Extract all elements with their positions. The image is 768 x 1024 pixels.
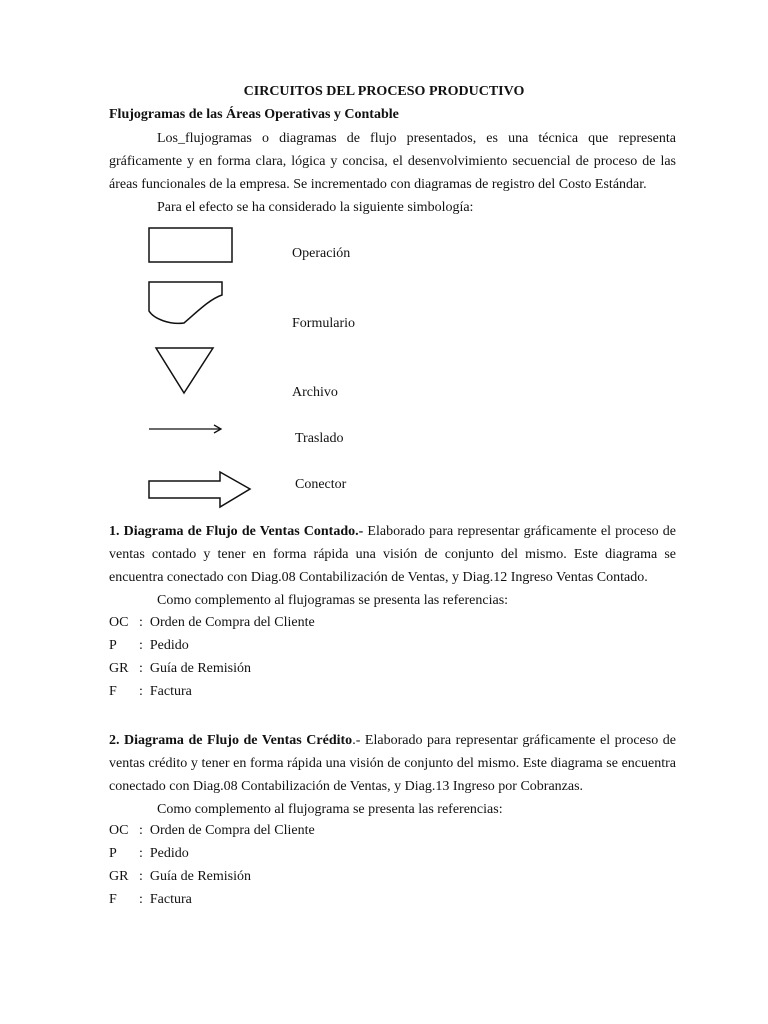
ref-code: F — [109, 892, 117, 907]
symbol-label-operacion: Operación — [292, 246, 351, 261]
ref-code: P — [109, 846, 117, 861]
section2-ref-oc — [109, 823, 315, 839]
section1-complement: Como complemento al flujogramas se presenta las referencias: — [157, 593, 509, 608]
section2-complement: Como complemento al flujograma se presenta las referencias: — [157, 802, 503, 817]
section2-ref-gr — [109, 869, 251, 885]
ref-code: F — [109, 684, 117, 699]
section1-paragraph — [109, 520, 676, 612]
section1-body — [109, 520, 676, 589]
page-title: CIRCUITOS DEL PROCESO PRODUCTIVO — [243, 84, 525, 99]
intro-text: Los_flujogramas o diagramas de flujo presentados, es una técnica que representa gráficamente y en forma clara, lógica y concisa, el desenvolvimiento secuencial de proceso de las áreas funcionales de la empresa. Se incrementado con diagramas de registro del Costo Estándar. — [109, 131, 676, 192]
ref-code: GR — [109, 661, 129, 676]
symbology-intro: Para el efecto se ha considerado la siguiente simbología: — [157, 200, 474, 215]
ref-desc: Pedido — [149, 638, 189, 653]
ref-desc: Orden de Compra del Cliente — [149, 615, 315, 630]
ref-sep: : — [139, 638, 143, 653]
section2-ref-p — [109, 846, 189, 862]
ref-desc: Guía de Remisión — [149, 661, 251, 676]
symbol-label-archivo: Archivo — [292, 385, 338, 400]
block-arrow-icon — [148, 471, 254, 509]
ref-sep: : — [139, 684, 143, 699]
ref-code: P — [109, 638, 117, 653]
arrow-icon — [148, 423, 226, 435]
section2-paragraph — [109, 729, 676, 821]
form-icon — [148, 281, 226, 329]
ref-desc: Factura — [149, 684, 192, 699]
ref-sep: : — [139, 615, 143, 630]
section2-ref-f — [109, 892, 192, 908]
section2-heading: 2. Diagrama de Flujo de Ventas Crédito — [109, 733, 353, 748]
rectangle-icon — [148, 227, 234, 265]
ref-desc: Guía de Remisión — [149, 869, 251, 884]
ref-sep: : — [139, 869, 143, 884]
section1-ref-oc — [109, 615, 315, 631]
ref-sep: : — [139, 823, 143, 838]
section1-ref-p — [109, 638, 189, 654]
section1-heading: 1. Diagrama de Flujo de Ventas Contado.- — [109, 524, 364, 539]
section2-body — [109, 729, 676, 798]
section1-text: Elaborado para representar gráficamente el proceso de ventas contado y tener en forma rápida una visión de conjunto del mismo. Este diagrama se encuentra conectado con Diag.08 Contabilización de Ventas, y Diag.12 Ingreso Ventas Contado. — [109, 524, 676, 585]
ref-desc: Factura — [149, 892, 192, 907]
section1-ref-gr — [109, 661, 251, 677]
symbol-label-conector: Conector — [295, 477, 347, 492]
ref-code: OC — [109, 615, 129, 630]
ref-sep: : — [139, 892, 143, 907]
ref-desc: Orden de Compra del Cliente — [149, 823, 315, 838]
symbol-label-traslado: Traslado — [295, 431, 344, 446]
triangle-icon — [155, 347, 217, 397]
symbol-label-formulario: Formulario — [292, 316, 355, 331]
ref-code: GR — [109, 869, 129, 884]
ref-sep: : — [139, 661, 143, 676]
page-subtitle: Flujogramas de las Áreas Operativas y Contable — [109, 107, 399, 122]
section1-ref-f — [109, 684, 192, 700]
ref-code: OC — [109, 823, 129, 838]
intro-paragraph — [109, 127, 676, 219]
section2-text: .- Elaborado para representar gráficamente el proceso de ventas crédito y tener en forma rápida una visión de conjunto del mismo. Este diagrama se encuentra conectado con Diag.08 Contabilización de Ventas, y Diag.13 Ingreso por Cobranzas. — [109, 733, 676, 794]
ref-desc: Pedido — [149, 846, 189, 861]
ref-sep: : — [139, 846, 143, 861]
